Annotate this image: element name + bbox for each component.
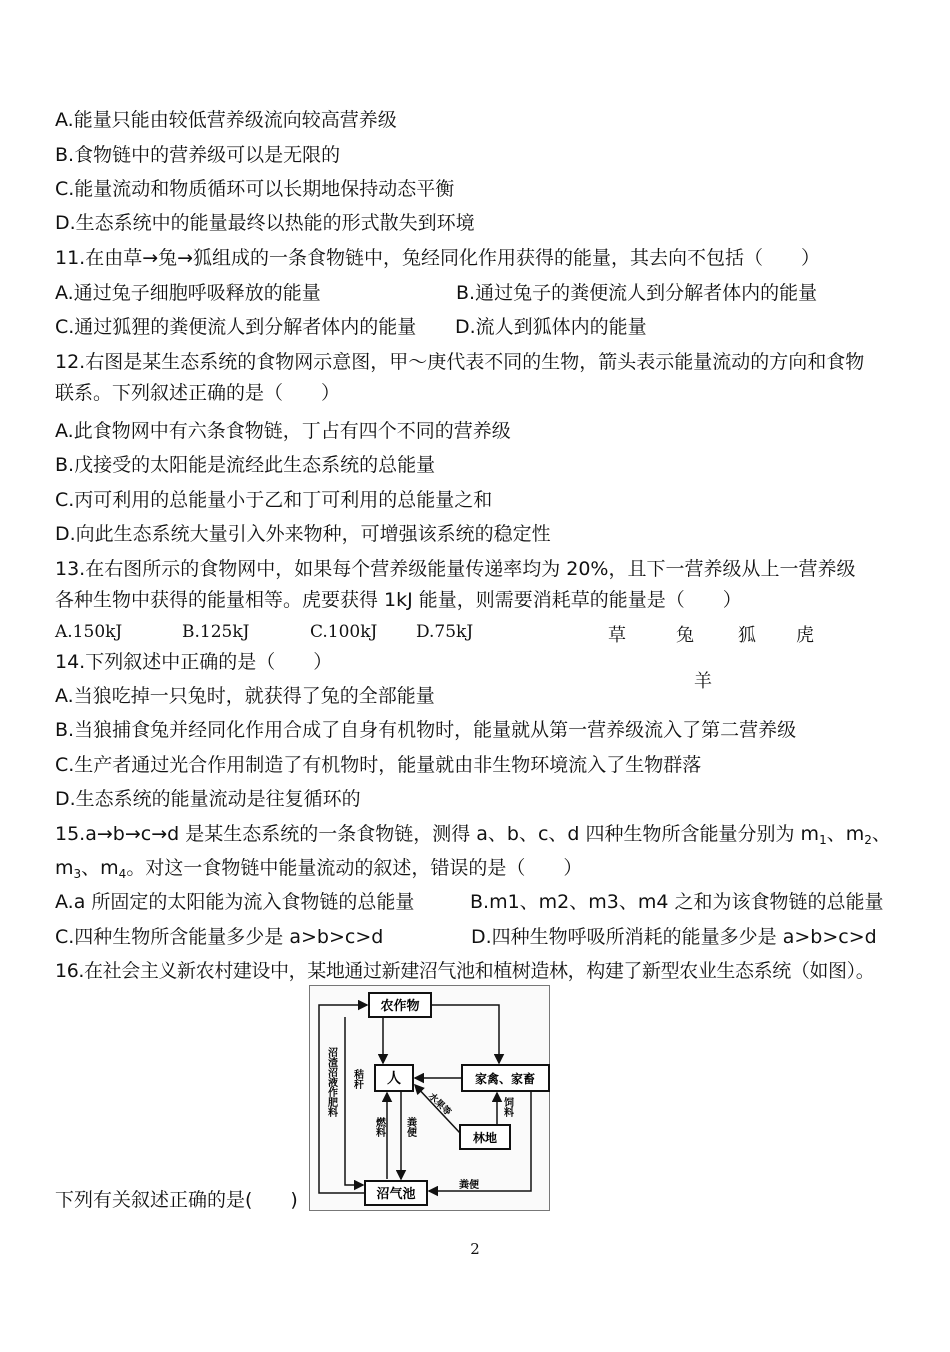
- option-10a: A.能量只能由较低营养级流向较高营养级: [55, 109, 397, 131]
- option-11c: C.通过狐狸的粪便流人到分解者体内的能量: [55, 316, 417, 338]
- question-11: 11.在由草→兔→狐组成的一条食物链中，兔经同化作用获得的能量，其去向不包括（ ）: [55, 247, 821, 269]
- option-10b: B.食物链中的营养级可以是无限的: [55, 144, 341, 166]
- agro-ecosystem-diagram: [309, 985, 550, 1211]
- question-16: 16.在社会主义新农村建设中，某地通过新建沼气池和植树造林，构建了新型农业生态系统（如图）。: [55, 960, 875, 982]
- food-web-rabbit: 兔: [676, 625, 694, 646]
- label-feces-poultry: 粪便: [459, 1180, 479, 1191]
- option-11a: A.通过兔子细胞呼吸释放的能量: [55, 282, 321, 304]
- option-10d: D.生态系统中的能量最终以热能的形式散失到环境: [55, 212, 475, 234]
- label-residue: 沼渣沼液作肥料: [325, 1047, 337, 1117]
- option-13b: B.125kJ: [182, 622, 250, 642]
- option-14d: D.生态系统的能量流动是往复循环的: [55, 788, 361, 810]
- food-web-grass: 草: [608, 625, 626, 646]
- page-number: 2: [470, 1240, 480, 1258]
- option-15c: C.四种生物所含能量多少是 a>b>c>d: [55, 926, 384, 948]
- label-straw: 秸秆: [351, 1069, 363, 1089]
- question-15-line1: 15.a→b→c→d 是某生态系统的一条食物链，测得 a、b、c、d 四种生物所含能量分别为 $m_1$、$m_2$、: [55, 823, 891, 847]
- question-15-line2: $m_3$、$m_4$。对这一食物链中能量流动的叙述，错误的是（ ）: [55, 857, 583, 881]
- option-15d: D.四种生物呼吸所消耗的能量多少是 a>b>c>d: [471, 926, 877, 948]
- food-web-sheep: 羊: [694, 671, 712, 692]
- question-14: 14.下列叙述中正确的是（ ）: [55, 651, 333, 673]
- option-12b: B.戊接受的太阳能是流经此生态系统的总能量: [55, 454, 436, 476]
- option-10c: C.能量流动和物质循环可以长期地保持动态平衡: [55, 178, 455, 200]
- option-15b: B.m1、m2、m3、m4 之和为该食物链的总能量: [470, 891, 884, 913]
- option-14b: B.当狼捕食兔并经同化作用合成了自身有机物时，能量就从第一营养级流入了第二营养级: [55, 719, 797, 741]
- option-12d: D.向此生态系统大量引入外来物种，可增强该系统的稳定性: [55, 523, 551, 545]
- question-12-line1: 12.右图是某生态系统的食物网示意图，甲～庚代表不同的生物，箭头表示能量流动的方向和食物: [55, 351, 865, 373]
- option-12a: A.此食物网中有六条食物链，丁占有四个不同的营养级: [55, 420, 511, 442]
- option-14c: C.生产者通过光合作用制造了有机物时，能量就由非生物环境流入了生物群落: [55, 754, 702, 776]
- question-13-line1: 13.在右图所示的食物网中，如果每个营养级能量传递率均为 20%，且下一营养级从上一营养级: [55, 558, 856, 580]
- question-16-prompt: 下列有关叙述正确的是( ): [55, 1189, 298, 1211]
- node-human: 人: [387, 1071, 401, 1087]
- option-11d: D.流人到狐体内的能量: [455, 316, 647, 338]
- node-forest: 林地: [472, 1131, 498, 1145]
- option-13c: C.100kJ: [310, 622, 378, 642]
- option-15a: A.a 所固定的太阳能为流入食物链的总能量: [55, 891, 415, 913]
- option-13d: D.75kJ: [416, 622, 474, 642]
- node-biogas: 沼气池: [376, 1187, 416, 1202]
- label-feed: 饲料: [501, 1097, 513, 1117]
- node-crops: 农作物: [380, 999, 420, 1014]
- option-12c: C.丙可利用的总能量小于乙和丁可利用的总能量之和: [55, 489, 493, 511]
- question-13-line2: 各种生物中获得的能量相等。虎要获得 1kJ 能量，则需要消耗草的能量是（ ）: [55, 589, 742, 611]
- option-14a: A.当狼吃掉一只兔时，就获得了兔的全部能量: [55, 685, 435, 707]
- food-web-fox: 狐: [738, 625, 756, 646]
- node-poultry: 家禽、家畜: [474, 1072, 536, 1086]
- label-fruit: 水果等: [426, 1091, 453, 1118]
- question-12-line2: 联系。下列叙述正确的是（ ）: [55, 382, 341, 404]
- option-11b: B.通过兔子的粪便流人到分解者体内的能量: [456, 282, 818, 304]
- food-web-tiger: 虎: [796, 625, 814, 646]
- label-fuel: 燃料: [373, 1117, 385, 1137]
- label-feces-human: 粪便: [404, 1117, 416, 1137]
- option-13a: A.150kJ: [55, 622, 123, 642]
